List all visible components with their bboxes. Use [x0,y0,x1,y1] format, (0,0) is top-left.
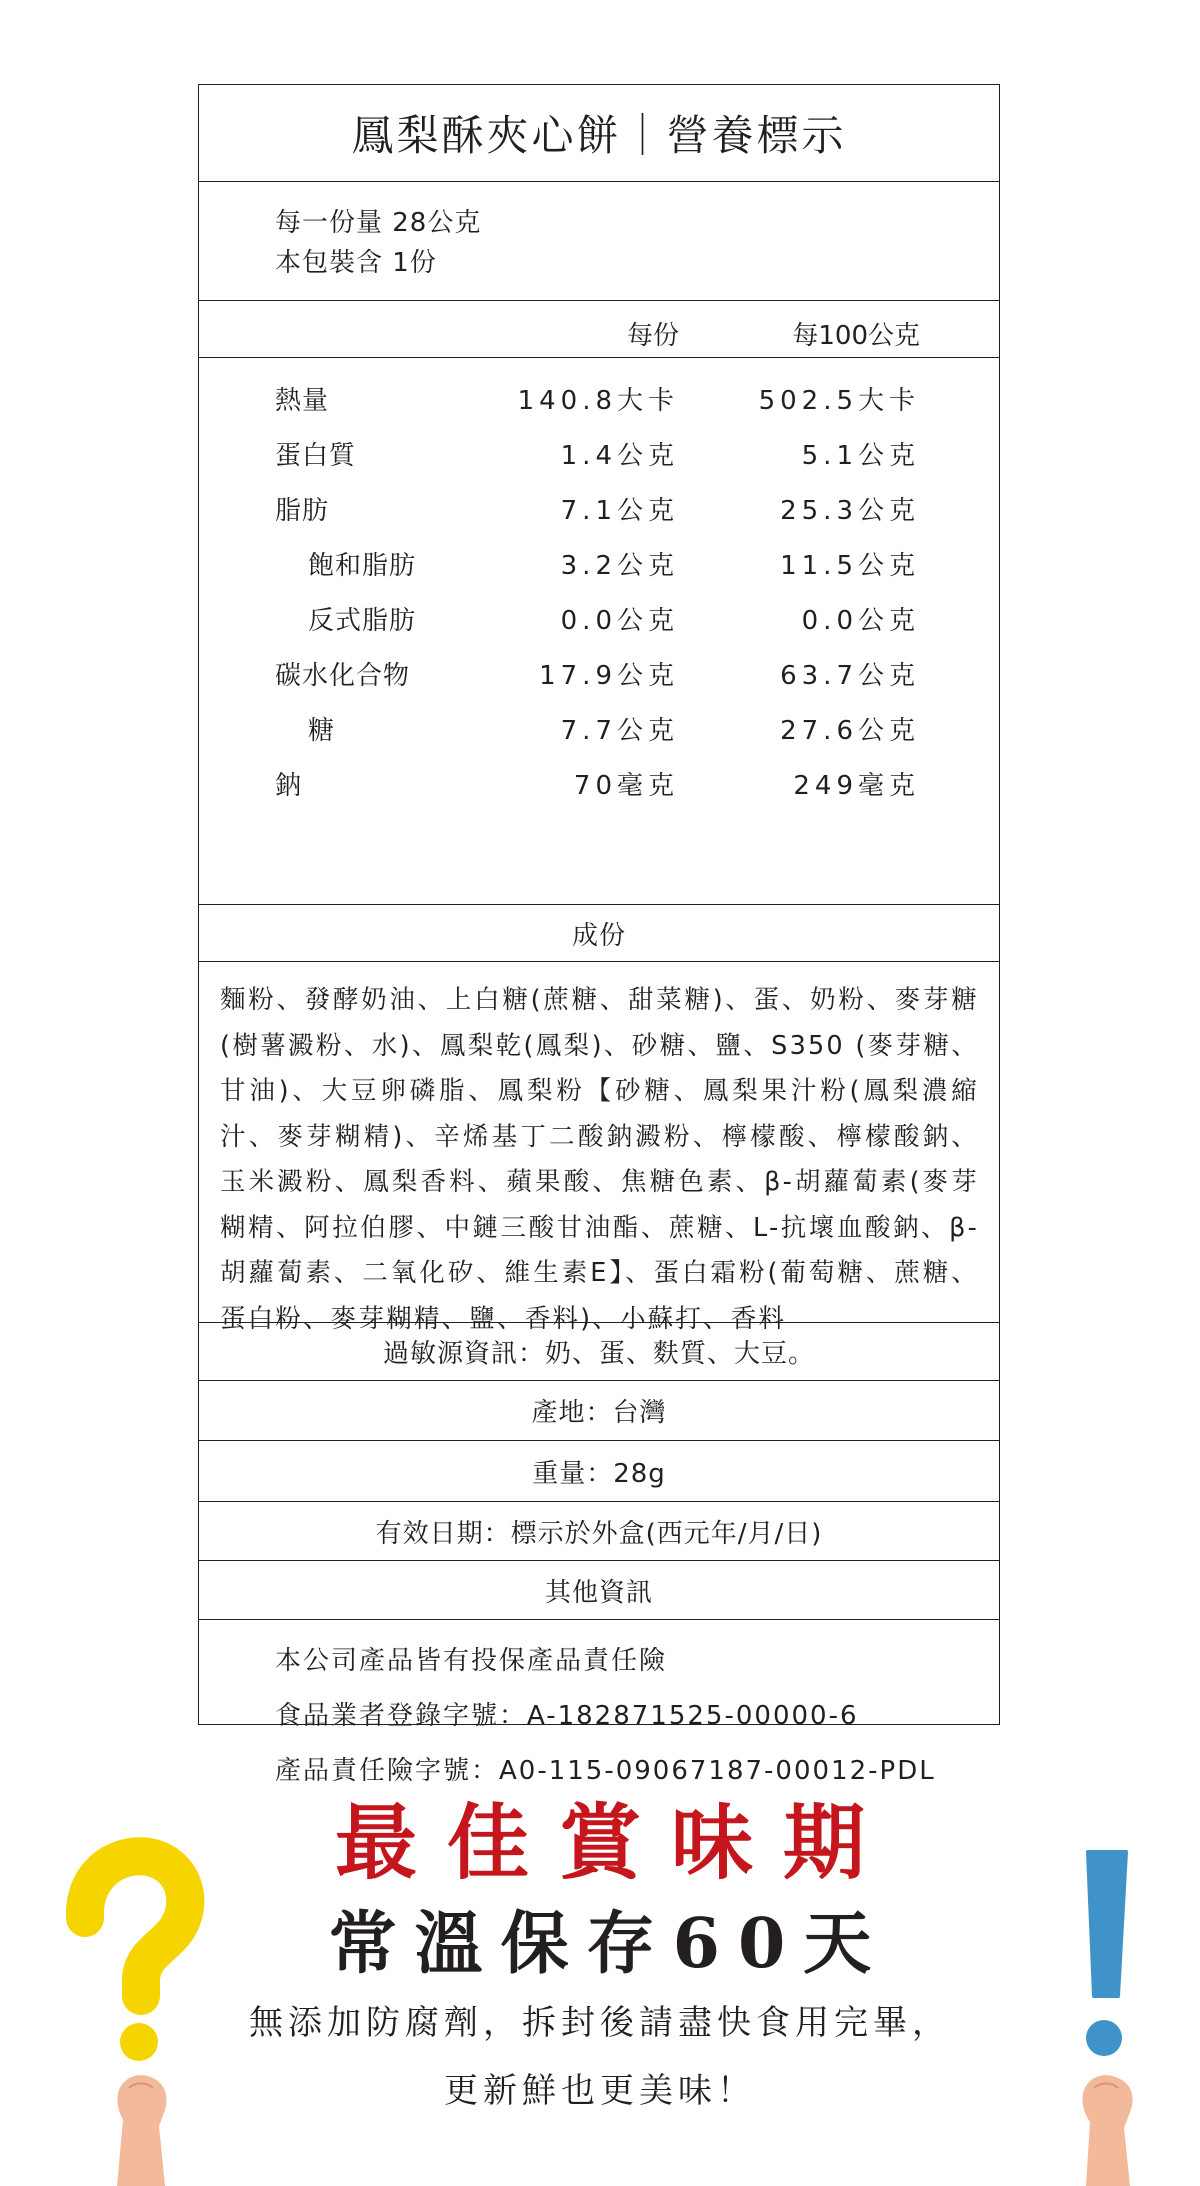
nutrition-label [198,84,1000,1786]
nutrition-row [199,765,999,805]
nutrient-per-serving: 7.7公克 [560,716,679,746]
serving-info [199,182,999,301]
nutrient-per-100g: 63.7公克 [780,661,920,691]
exclamation-mark-sign-icon [1040,1830,1160,2186]
column-per-100g: 每100公克 [792,321,920,351]
registration-line: 食品業者登錄字號：A-182871525-00000-6 [275,1701,859,1731]
nutrient-per-serving: 70毫克 [573,771,679,801]
nutrition-table [199,358,999,905]
best-before-title: 最佳賞味期 [334,1795,895,1891]
nutrient-name: 熱量 [275,386,330,416]
allergen-info: 過敏源資訊：奶、蛋、麩質、大豆。 [199,1323,999,1381]
nutrient-per-100g: 27.6公克 [780,716,920,746]
nutrient-name: 脂肪 [275,496,330,526]
nutrient-name: 蛋白質 [275,441,357,471]
nutrient-per-serving: 3.2公克 [560,551,679,581]
nutrient-per-serving: 140.8大卡 [517,386,679,416]
nutrition-row [199,380,999,420]
storage-info: 常溫保存60天 [328,1904,890,1984]
expiry-info: 有效日期：標示於外盒(西元年/月/日) [199,1502,999,1561]
ingredients-heading: 成份 [199,905,999,962]
serving-size: 每一份量 28公克 [275,208,482,238]
nutrition-row [199,600,999,640]
preservative-note-line2: 更新鮮也更美味！ [444,2071,756,2111]
servings-per-package: 本包裝含 1份 [275,248,437,278]
nutrient-per-100g: 5.1公克 [801,441,920,471]
nutrient-per-100g: 502.5大卡 [758,386,920,416]
origin-info: 產地：台灣 [199,1381,999,1441]
nutrient-per-100g: 25.3公克 [780,496,920,526]
nutrient-name: 反式脂肪 [308,606,417,636]
nutrient-per-serving: 0.0公克 [560,606,679,636]
other-info-heading: 其他資訊 [199,1561,999,1620]
label-title: 鳳梨酥夾心餅｜營養標示 [199,85,999,182]
nutrient-per-100g: 11.5公克 [780,551,920,581]
nutrient-per-100g: 0.0公克 [801,606,920,636]
column-per-serving: 每份 [626,321,679,351]
question-mark-sign-icon [55,1830,205,2186]
nutrition-row [199,435,999,475]
nutrition-row [199,490,999,530]
preservative-note-line1: 無添加防腐劑，拆封後請盡快食用完畢， [249,2003,951,2043]
nutrient-per-serving: 17.9公克 [539,661,679,691]
insurance-line: 本公司產品皆有投保產品責任險 [275,1646,668,1676]
nutrient-per-100g: 249毫克 [793,771,920,801]
other-info [199,1620,999,1786]
nutrient-name: 碳水化合物 [275,661,411,691]
insurance-number-line: 產品責任險字號：A0-115-09067187-00012-PDL [275,1756,936,1786]
nutrition-row [199,710,999,750]
nutrient-name: 鈉 [275,771,303,801]
nutrition-row [199,545,999,585]
nutrient-per-serving: 7.1公克 [560,496,679,526]
ingredients-text: 麵粉、發酵奶油、上白糖(蔗糖、甜菜糖)、蛋、奶粉、麥芽糖(樹薯澱粉、水)、鳳梨乾(鳳梨)、砂糖、鹽、S350 (麥芽糖、甘油)、大豆卵磷脂、鳳梨粉【砂糖、鳳梨果汁粉(鳳梨濃縮汁、麥芽糊精)、辛烯基丁二酸鈉澱粉、檸檬酸、檸檬酸鈉、玉米澱粉、鳳梨香料、蘋果酸、焦糖色素、β-胡蘿蔔素(麥芽糊精、阿拉伯膠、中鏈三酸甘油酯、蔗糖、L-抗壞血酸鈉、β-胡蘿蔔素、二氧化矽、維生素E】、蛋白霜粉(葡萄糖、蔗糖、蛋白粉、麥芽糊精、鹽、香料)、小蘇打、香料 [199,962,999,1323]
nutrient-name: 糖 [308,716,336,746]
nutrient-name: 飽和脂肪 [308,551,417,581]
column-header [199,301,999,358]
weight-info: 重量：28g [199,1441,999,1502]
nutrient-per-serving: 1.4公克 [560,441,679,471]
nutrition-row [199,655,999,695]
